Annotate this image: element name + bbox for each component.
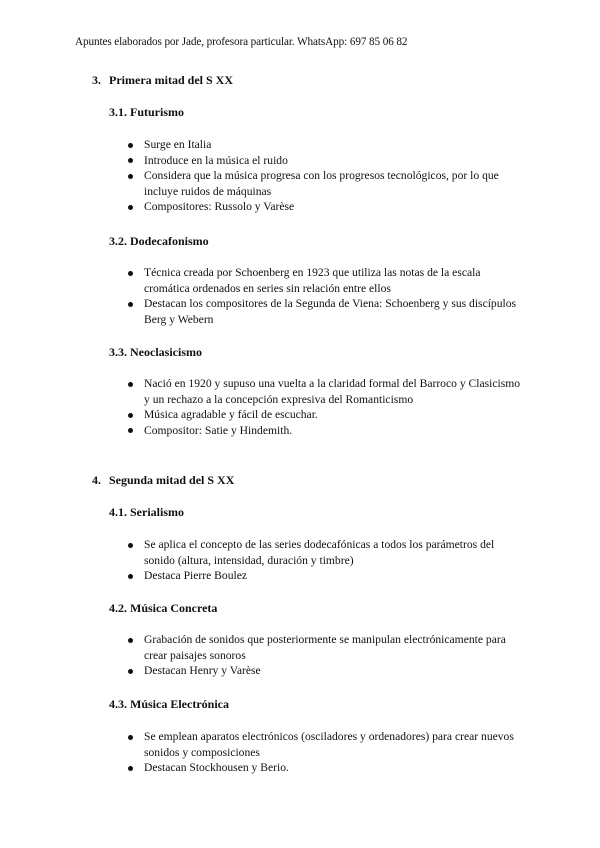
section-title: Segunda mitad del S XX <box>109 473 235 487</box>
subsection-heading: 3.2. Dodecafonismo <box>109 234 209 248</box>
bullet-list <box>128 632 528 679</box>
page-header: Apuntes elaborados por Jade, profesora particular. WhatsApp: 697 85 06 82 <box>75 36 408 48</box>
section-heading <box>92 473 234 488</box>
subsection-heading: 4.1. Serialismo <box>109 505 184 519</box>
subsection-heading: 4.2. Música Concreta <box>109 601 218 615</box>
list-item: Música agradable y fácil de escuchar. <box>128 407 528 423</box>
subsection-heading: 4.3. Música Electrónica <box>109 697 229 711</box>
section-title: Primera mitad del S XX <box>109 73 233 87</box>
section-heading <box>92 73 233 88</box>
list-item: Destacan Stockhousen y Berio. <box>128 760 528 776</box>
list-item: Compositores: Russolo y Varèse <box>128 199 528 215</box>
list-item: Destacan los compositores de la Segunda de Viena: Schoenberg y sus discípulos Berg y Webern <box>128 296 528 327</box>
list-item: Destaca Pierre Boulez <box>128 568 528 584</box>
section-number: 3. <box>92 73 101 87</box>
list-item: Considera que la música progresa con los progresos tecnológicos, por lo que incluye ruidos de máquinas <box>128 168 528 199</box>
list-item: Destacan Henry y Varèse <box>128 663 528 679</box>
list-item: Técnica creada por Schoenberg en 1923 que utiliza las notas de la escala cromática ordenados en series sin relación entre ellos <box>128 265 528 296</box>
list-item: Surge en Italia <box>128 137 528 153</box>
bullet-list <box>128 729 528 776</box>
list-item: Compositor: Satie y Hindemith. <box>128 423 528 439</box>
bullet-list <box>128 537 528 584</box>
section-number: 4. <box>92 473 101 487</box>
subsection-heading: 3.1. Futurismo <box>109 105 184 119</box>
list-item: Se aplica el concepto de las series dodecafónicas a todos los parámetros del sonido (altura, intensidad, duración y timbre) <box>128 537 528 568</box>
list-item: Se emplean aparatos electrónicos (osciladores y ordenadores) para crear nuevos sonidos y composiciones <box>128 729 528 760</box>
list-item: Nació en 1920 y supuso una vuelta a la claridad formal del Barroco y Clasicismo y un rechazo a la concepción expresiva del Romanticismo <box>128 376 528 407</box>
bullet-list <box>128 376 528 438</box>
bullet-list <box>128 137 528 215</box>
list-item: Introduce en la música el ruido <box>128 153 528 169</box>
bullet-list <box>128 265 528 327</box>
list-item: Grabación de sonidos que posteriormente se manipulan electrónicamente para crear paisajes sonoros <box>128 632 528 663</box>
subsection-heading: 3.3. Neoclasicismo <box>109 345 202 359</box>
